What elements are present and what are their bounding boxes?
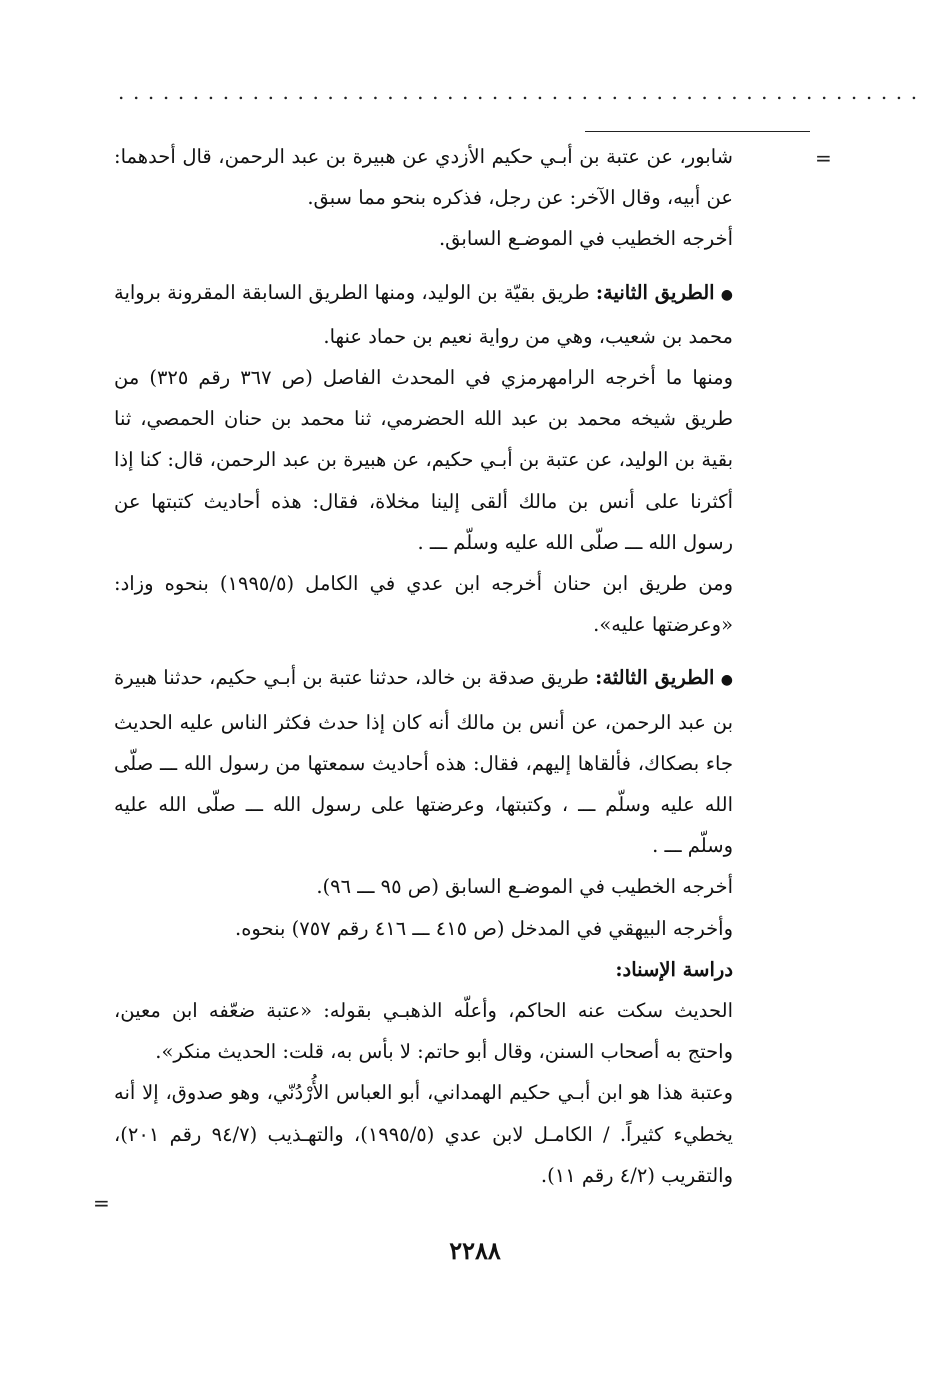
paragraph: أخرجه الخطيب في الموضـع السابق. bbox=[438, 227, 733, 251]
paragraph: الحديث سكت عنه الحاكم، وأعلّه الذهبـي بقوله: «عتبة ضعّفه ابن معين، واحتج به أصحاب السنن، وقال أبو حاتم: لا بأس به، قلت: الحديث منكر». bbox=[114, 999, 733, 1064]
footnote-text bbox=[114, 136, 733, 1196]
section-heading: دراسة الإسناد: bbox=[615, 957, 733, 981]
bullet-marker: ● bbox=[720, 672, 733, 689]
paragraph-third-route bbox=[114, 657, 733, 866]
footnote-rule bbox=[585, 131, 810, 132]
paragraph: ومنها ما أخرجه الرامهرمزي في المحدث الفاصل (ص ٣٦٧ رقم ٣٢٥) من طريق شيخه محمد بن عبد الله الحضرمي، ثنا محمد بن حنان الحمصي، ثنا بقية بن الوليد، عن عتبة بن أبـي حكيم، عن هبيرة بن عبد الرحمن، قال: كنا إذا أكثرنا على أنس بن مالك ألقى إلينا مخلاة، فقال: هذه أحاديث كتبتها عن رسول الله ـــ صلّى الله عليه وسلّم ـــ . bbox=[114, 366, 733, 554]
paragraph-body: طريق صدقة بن خالد، حدثنا عتبة بن أبـي حكيم، حدثنا هبيرة بن عبد الرحمن، عن أنس بن مالك أنه كان إذا حدث فكثر الناس عليه الحديث جاء بصكاك، فألقاها إليهم، فقال: هذه أحاديث سمعتها من رسول الله ـــ صلّى الله عليه وسلّم ـــ ، وكتبتها، وعرضتها على رسول الله ـــ صلّى الله عليه وسلّم ـــ . bbox=[114, 666, 733, 858]
route-label: الطريق الثانية: bbox=[595, 280, 715, 304]
paragraph-second-route bbox=[114, 272, 733, 357]
continuation-mark-top: = bbox=[815, 146, 832, 170]
paragraph-body: طريق بقيّة بن الوليد، ومنها الطريق السابقة المقرونة برواية محمد بن شعيب، وهي من رواية نعيم بن حماد عنها. bbox=[114, 280, 733, 348]
dotted-separator: ...................................................... bbox=[118, 80, 926, 104]
page-number: ٢٢٨٨ bbox=[449, 1236, 501, 1265]
paragraph: وعتبة هذا هو ابن أبـي حكيم الهمداني، أبو العباس الأُرْدُنّي، وهو صدوق، إلا أنه يخطيء كثيراً. / الكامـل لابن عدي (١٩٩٥/٥)، والتهـذيب (٩٤/٧ رقم ٢٠١)، والتقريب (٤/٢ رقم ١١). bbox=[114, 1081, 733, 1187]
bullet-marker: ● bbox=[720, 286, 733, 303]
paragraph: أخرجه الخطيب في الموضـع السابق (ص ٩٥ ـــ ٩٦). bbox=[316, 875, 733, 899]
continuation-mark-bottom: = bbox=[93, 1191, 110, 1215]
paragraph: شابور، عن عتبة بن أبـي حكيم الأزدي عن هبيرة بن عبد الرحمن، قال أحدهما: عن أبيه، وقال الآخر: عن رجل، فذكره بنحو مما سبق. bbox=[114, 145, 733, 210]
paragraph: ومن طريق ابن حنان أخرجه ابن عدي في الكامل (١٩٩٥/٥) بنحوه وزاد: «وعرضتها عليه». bbox=[114, 572, 733, 637]
paragraph: وأخرجه البيهقي في المدخل (ص ٤١٥ ـــ ٤١٦ رقم ٧٥٧) بنحوه. bbox=[235, 916, 733, 940]
route-label: الطريق الثالثة: bbox=[595, 666, 715, 690]
